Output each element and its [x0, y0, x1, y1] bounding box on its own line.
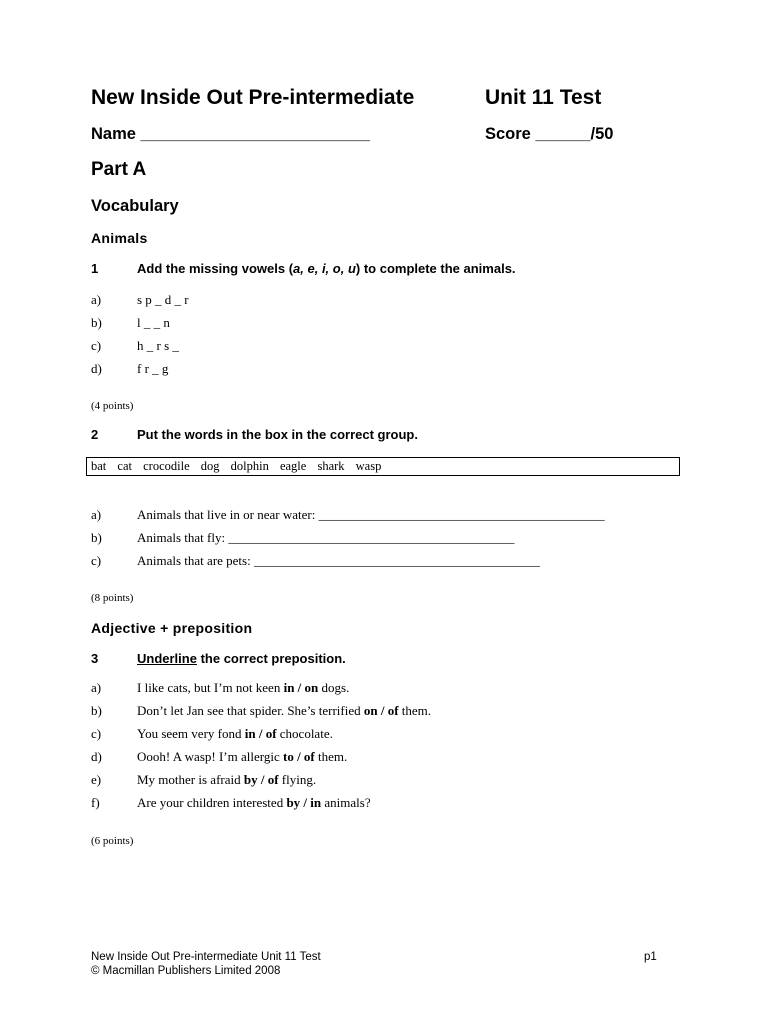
q3-item-pre: I like cats, but I’m not keen: [137, 680, 284, 695]
score-line: [485, 125, 613, 144]
q3-item-post: animals?: [321, 795, 371, 810]
q3-item-letter: e): [91, 772, 102, 787]
footer-copyright: © Macmillan Publishers Limited 2008: [91, 965, 281, 977]
q3-item-choice[interactable]: on / of: [363, 703, 399, 718]
q3-item-choice[interactable]: by / of: [243, 772, 279, 787]
name-blank: _________________________: [140, 125, 370, 143]
q1-item-letter: c): [91, 338, 102, 353]
q2-item-letter: b): [91, 530, 102, 545]
q1-instruction: [137, 261, 516, 276]
q3-item-letter: b): [91, 703, 102, 718]
q1-vowels: a, e, i, o, u: [293, 261, 356, 276]
q1-instruction-post: ) to complete the animals.: [355, 261, 516, 276]
section-heading: Vocabulary: [91, 197, 179, 215]
word: crocodile: [143, 459, 190, 473]
q2-number: 2: [91, 427, 99, 442]
q3-item-choice[interactable]: in / of: [244, 726, 277, 741]
q3-item-post: flying.: [278, 772, 317, 787]
q3-item-post: dogs.: [318, 680, 350, 695]
q1-points: (4 points): [91, 400, 134, 412]
q3-item-letter: a): [91, 680, 102, 695]
footer-title: New Inside Out Pre-intermediate Unit 11 Test: [91, 951, 321, 963]
q3-item-text: [137, 795, 371, 811]
q3-item-post: them.: [398, 703, 432, 718]
word-box: [86, 457, 680, 476]
q1-item-text: f r _ g: [137, 361, 169, 376]
q1-item-text: l _ _ n: [137, 315, 170, 330]
word: cat: [117, 459, 132, 473]
q3-item-letter: c): [91, 726, 102, 741]
q3-item-choice[interactable]: by / in: [286, 795, 322, 810]
document-title: New Inside Out Pre-intermediate: [91, 86, 415, 109]
q1-number: 1: [91, 261, 99, 276]
page-number: p1: [644, 951, 657, 963]
q3-item-text: [137, 726, 333, 742]
q3-item-post: them.: [314, 749, 348, 764]
q2-points: (8 points): [91, 592, 134, 604]
q3-item-pre: Don’t let Jan see that spider. She’s terrified: [137, 703, 364, 718]
q1-item-letter: d): [91, 361, 102, 376]
word: eagle: [279, 459, 307, 473]
q1-item-letter: b): [91, 315, 102, 330]
q3-number: 3: [91, 651, 99, 666]
q1-item-text: s p _ d _ r: [137, 292, 189, 307]
name-line: [91, 125, 370, 144]
score-blank: ______/50: [535, 125, 614, 143]
word: dog: [200, 459, 220, 473]
q2-item-text: Animals that fly: ____________________________________________: [137, 530, 515, 545]
q3-instruction-rest: the correct preposition.: [196, 651, 346, 666]
q3-item-pre: Are your children interested: [137, 795, 287, 810]
q3-item-choice[interactable]: in / on: [283, 680, 319, 695]
q2-item-text: Animals that live in or near water: ____________________________________________: [137, 507, 605, 522]
word: bat: [91, 459, 107, 473]
q2-item-letter: c): [91, 553, 102, 568]
word: dolphin: [230, 459, 269, 473]
q3-item-pre: Oooh! A wasp! I’m allergic: [137, 749, 283, 764]
q1-item-letter: a): [91, 292, 102, 307]
q3-item-text: [137, 749, 347, 765]
q3-item-pre: You seem very fond: [137, 726, 245, 741]
q3-item-choice[interactable]: to / of: [282, 749, 315, 764]
q3-item-letter: d): [91, 749, 102, 764]
q3-instruction: [137, 651, 346, 666]
q3-instruction-underline: Underline: [137, 651, 197, 666]
q1-instruction-pre: Add the missing vowels (: [137, 261, 294, 276]
subsection-heading-adjective-preposition: Adjective + preposition: [91, 620, 253, 636]
q3-item-letter: f): [91, 795, 100, 810]
q2-instruction: Put the words in the box in the correct group.: [137, 427, 418, 442]
q3-points: (6 points): [91, 835, 134, 847]
q2-item-letter: a): [91, 507, 102, 522]
part-heading: Part A: [91, 159, 147, 180]
name-label: Name: [91, 125, 136, 143]
q3-item-pre: My mother is afraid: [137, 772, 244, 787]
subsection-heading-animals: Animals: [91, 230, 148, 246]
q3-item-text: [137, 680, 349, 696]
q1-item-text: h _ r s _: [137, 338, 179, 353]
q3-item-text: [137, 703, 431, 719]
q3-item-post: chocolate.: [276, 726, 333, 741]
q2-item-text: Animals that are pets: ____________________________________________: [137, 553, 540, 568]
unit-title: Unit 11 Test: [485, 86, 602, 109]
word: wasp: [355, 459, 382, 473]
score-label: Score: [485, 125, 531, 143]
q3-item-text: [137, 772, 316, 788]
word: shark: [317, 459, 345, 473]
